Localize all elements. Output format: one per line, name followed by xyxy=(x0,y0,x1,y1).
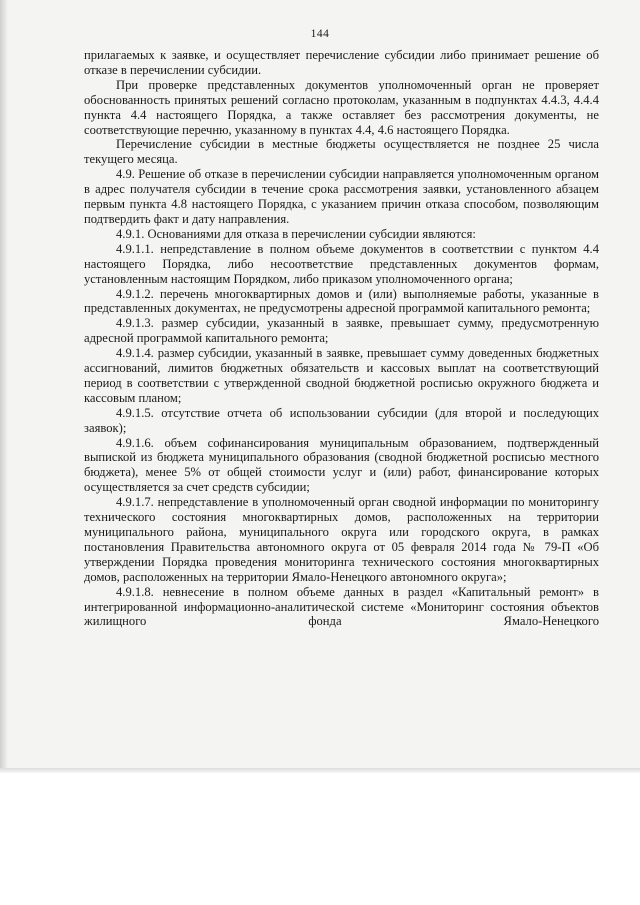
paragraph: Перечисление субсидии в местные бюджеты осуществляется не позднее 25 числа текущего месяца. xyxy=(84,137,599,167)
paragraph: 4.9.1.7. непредставление в уполномоченный орган сводной информации по мониторингу технического состояния многоквартирных домов, расположенных на территории муниципального района, муниципального округа или городского округа, в рамках постановления Правительства автономного округа от 05 февраля 2014 года № 79-П «Об утверждении Порядка проведения мониторинга технического состояния многоквартирных домов, расположенных на территории Ямало-Ненецкого автономного округа»; xyxy=(84,495,599,584)
paragraph: 4.9.1.6. объем софинансирования муниципальным образованием, подтвержденный выпиской из бюджета муниципального образования (сводной бюджетной росписью местного бюджета), менее 5% от общей стоимости услуг и (или) работ, финансирование которых осуществляется за счет средств субсидии; xyxy=(84,435,599,495)
paragraph: прилагаемых к заявке, и осуществляет перечисление субсидии либо принимает решение об отказе в перечислении субсидии. xyxy=(84,48,599,77)
paragraph: 4.9.1.2. перечень многоквартирных домов и (или) выполняемые работы, указанные в представленных документах, не предусмотрены адресной программой капитального ремонта; xyxy=(84,286,599,316)
paragraph: 4.9.1. Основаниями для отказа в перечислении субсидии являются: xyxy=(116,226,476,241)
paragraph: При проверке представленных документов уполномоченный орган не проверяет обоснованность принятых решений согласно протоколам, указанным в подпунктах 4.4.3, 4.4.4 пункта 4.4 настоящего Порядка, а также оставляет без рассмотрения документы, не соответствующие перечню, указанному в пунктах 4.4, 4.6 настоящего Порядка. xyxy=(84,77,599,137)
document-body xyxy=(84,48,599,629)
paragraph: 4.9.1.1. непредставление в полном объеме документов в соответствии с пунктом 4.4 настоящего Порядка, либо несоответствие представленных документов формам, установленным настоящим Порядком, либо приказом уполномоченного органа; xyxy=(84,241,599,286)
paragraph: 4.9.1.4. размер субсидии, указанный в заявке, превышает сумму доведенных бюджетных ассигнований, лимитов бюджетных обязательств и кассовых выплат на соответствующий период в соответствии с утвержденной сводной бюджетной росписью окружного бюджета и кассовым планом; xyxy=(84,346,599,405)
page-number: 144 xyxy=(310,28,330,40)
paragraph: 4.9. Решение об отказе в перечислении субсидии направляется уполномоченным органом в адрес получателя субсидии в течение срока рассмотрения заявки, установленного абзацем первым пункта 4.8 настоящего Порядка, с указанием причин отказа способом, позволяющим подтвердить факт и дату направления. xyxy=(84,167,599,226)
paragraph: 4.9.1.3. размер субсидии, указанный в заявке, превышает сумму, предусмотренную адресной программой капитального ремонта; xyxy=(84,316,599,346)
paragraph: 4.9.1.8. невнесение в полном объеме данных в раздел «Капитальный ремонт» в интегрированной информационно-аналитической системе «Мониторинг состояния объектов жилищного фонда Ямало-Ненецкого xyxy=(84,584,599,629)
paragraph: 4.9.1.5. отсутствие отчета об использовании субсидии (для второй и последующих заявок); xyxy=(84,405,599,435)
